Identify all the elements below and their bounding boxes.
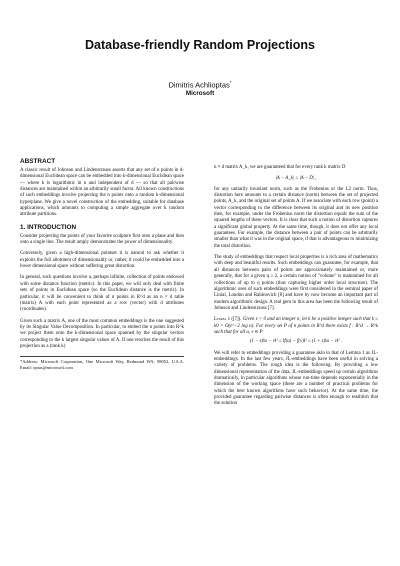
lemma-statement: Given ε > 0 and an integer n, let k be a positive integer such that k ≥ k0 = O(ε^−2 log n). For every set P of n points in R^d there exists f : R^d → R^k such that for all u, v ∈ P: [214, 317, 378, 335]
right-paragraph-3: The study of embeddings that respect local properties is a rich area of mathematics with deep and beautiful results. Such embeddings can guarantee, for example, that all distances between pairs of points are approximately maintained or, more generally, that for a given q ≥ 2, a certain notion of "volume" is maintained for all collections of up to q points (thus capturing higher order local structure). The algorithmic uses of such embeddings were first considered in the seminal paper of Linial, London and Rabinovich [8] and have by now become an important part of modern algorithmic design. A real gem in this area has been the following result of Johnson and Lindenstrauss [7].: [214, 255, 378, 311]
lemma-label: Lemma 1: [214, 317, 231, 323]
intro-paragraph-2: Conversely, given a high-dimensional pointset it is natural to ask whether it exploits the full allotment of dimensionality or, rather, it could be embedded into a lower dimensional space without suffering great distortion.: [20, 251, 184, 270]
right-column: [214, 165, 378, 413]
author-line: [0, 80, 400, 90]
right-paragraph-1: n × d matrix A_k, we are guaranteed that for every rank k matrix D: [214, 165, 346, 170]
author-name: Dimitris Achlioptas: [168, 80, 230, 90]
equation-norm: |A − A_k| ≤ |A − D| ,: [275, 176, 317, 182]
abstract-heading: ABSTRACT: [20, 158, 56, 165]
lemma-equation: (1 − ε)‖u − v‖² ≤ ‖f(u) − f(v)‖² ≤ (1 + ε)‖u − v‖² .: [249, 339, 343, 345]
paper-title: Database-friendly Random Projections: [85, 38, 315, 52]
lemma-block: [214, 317, 378, 345]
section-heading-introduction: 1. INTRODUCTION: [20, 223, 77, 231]
abstract-text: A classic result of Johnson and Lindenstrauss asserts that any set of n points in d-dimensional Euclidean space can be embedded into k-dimensional Euclidean space — where k is logarithmic in n and independent of d — so that all pairwise distances are maintained within an arbitrarily small factor. All known constructions of such embeddings involve projecting the n points onto a random k-dimensional hyperplane. We give a novel construction of the embedding, suitable for database applications, which amounts to computing a simple aggregate over k random attribute partitions.: [20, 168, 184, 218]
intro-paragraph-1: Consider projecting the points of your favorite sculpture first onto a plane and then onto a single line. The result amply demonstrates the power of dimensionality.: [20, 233, 184, 246]
intro-paragraph-4: Given such a matrix A, one of the most common embeddings is the one suggested by its Singular Value Decomposition. In particular, to embed the n points into R^k we project them onto the k-dimensional space spanned by the singular vectors corresponding to the k largest singular values of A. If one rewrites the result of this projection as a (rank k): [20, 318, 184, 349]
footnote: *Address: Microsoft Corporation, One Microsoft Way, Redmond WA, 98052, U.S.A. Email: optas@microsoft.com: [20, 356, 184, 370]
left-column: [20, 158, 184, 370]
author-footnote-mark: *: [229, 80, 232, 85]
right-paragraph-2: for any unitarily invariant norm, such as the Frobenius or the L2 norm. Thus, distortion here amounts to a certain distance (norm) between the set of projected points, A_k, and the original set of points A. If we associate with each row (point) a vector corresponding to the difference between its original and its new position then, for example, under the Frobenius norm the distortion equals the sum of the squared lengths of these vectors. It is clear that such a notion of distortion captures a significant global property. At the same time, though, it does not offer any local guarantees. For example, the distance between a pair of points can be arbitrarily smaller than what it was in the original space, if that is advantageous to minimizing the total distortion.: [214, 186, 378, 249]
lemma-citation: ([7]).: [231, 317, 242, 323]
author-affiliation: Microsoft: [185, 90, 215, 97]
right-paragraph-4: We will refer to embeddings providing a guarantee akin to that of Lemma 1 as JL-embeddings. In the last few years, JL-embeddings have been useful in solving a variety of problems. The rough idea is the following. By providing a low dimensional representation of the data, JL-embeddings speed up certain algorithms dramatically, in particular algorithms whose run-time depends exponentially in the dimension of the working space (there are a number of practical problems for which the best known algorithms have such behavior). At the same time, the provided guarantee regarding pairwise distances is often enough to establish that the solution: [214, 350, 378, 407]
intro-paragraph-3: In general, such questions involve a, perhaps infinite, collection of points endowed with some distance function (metric). In this paper, we will only deal with finite sets of points in Euclidean space (so the Euclidean distance is the metric). In particular, it will be convenient to think of n points in R^d as an n × d table (matrix) A with each point represented as a row (vector) with d attributes (coordinates).: [20, 275, 184, 313]
